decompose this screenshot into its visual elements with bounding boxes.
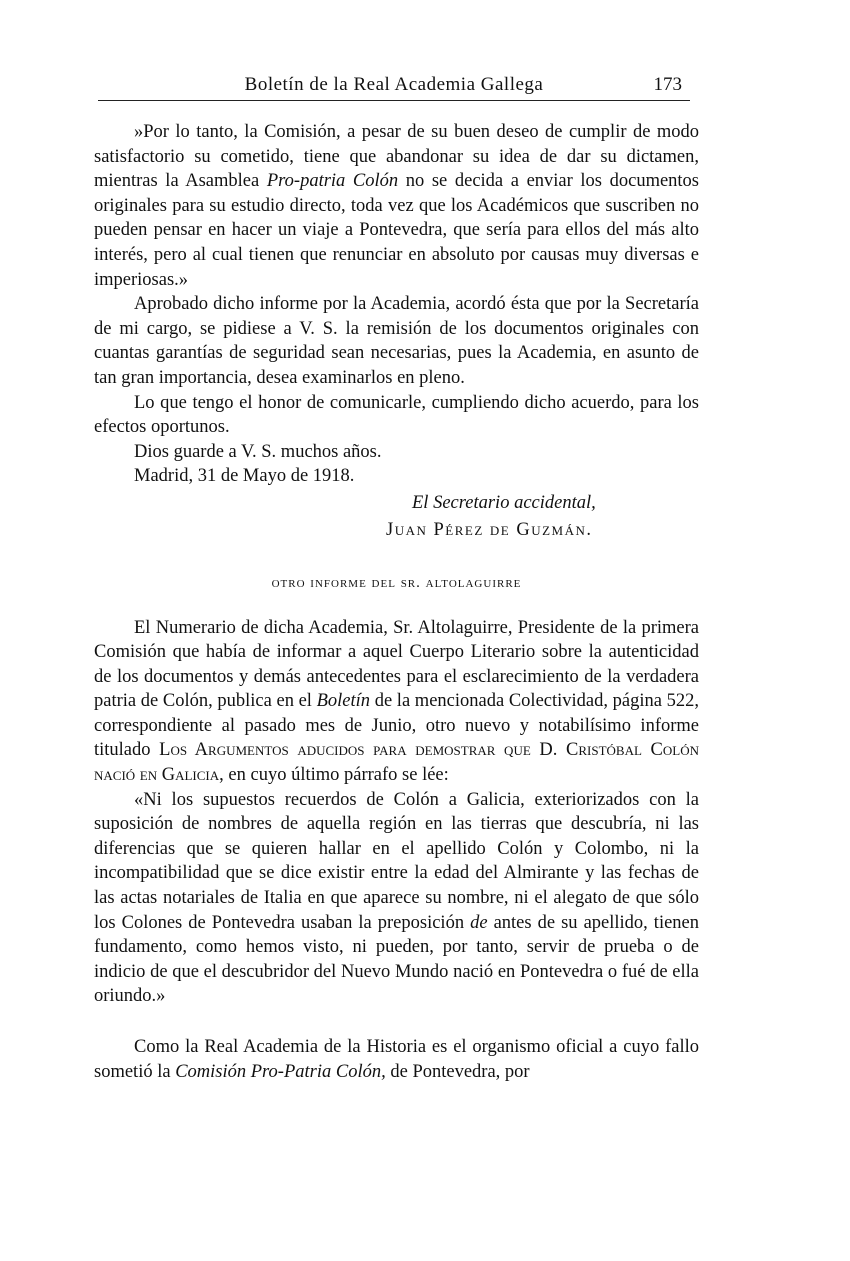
text-run: El Numerario de dicha Academia, Sr. Altolaguirre, Presidente de la primera Comisión que había de informar a aquel Cuerpo Literario sobre la autenticidad de los documentos y demás antecedentes para el esclarecimiento de la verdadera patria de Colón, publica en el [94,617,699,712]
text-run: no se decida a enviar los documentos originales para su estudio directo, toda vez que los Académicos que suscriben no pueden pensar en hacer un viaje a Pontevedra, que sería para ellos del más alto interés, pero al cual tienen que renunciar en absoluto por causas muy diversas e imperiosas.» [94,171,700,290]
text-run-italic: Pro-patria Colón [266,171,399,192]
text-run-italic: de [470,912,488,933]
running-header [98,74,690,101]
text-run: de la mencionada Colectividad, página 522, correspondiente al pasado mes de Junio, otro nuevo y notabilísimo informe titulado [94,691,699,761]
paragraph-approval: Aprobado dicho informe por la Academia, acordó ésta que por la Secretaría de mi cargo, se pidiese a V. S. la remisión de los documentos originales con cuantas garantías de seguridad sean necesarias, pues la Academia, en asunto de tan gran importancia, desea examinarlos en pleno. [94,294,699,388]
text-run: «Ni los supuestos recuerdos de Colón a Galicia, exteriorizados con la suposición de nombres de aquella región en las tierras que descubría, ni las diferencias que se quieren hallar en el apellido Colón y Colombo, ni la incompatibilidad que se dice existir entre la edad del Almirante y las fechas de las actas notariales de Italia en que aparece su nombre, ni el alegato de que sólo los Colones de Pontevedra usaban la preposición [94,789,699,933]
paragraph-altolaguirre [94,616,699,788]
text-run: de Pontevedra, por [385,1061,530,1082]
report-title: Los Argumentos aducidos para demostrar que D. Cristóbal Colón nació en Galicia [94,740,699,786]
text-run: »Por lo tanto, la Comisión, a pesar de su buen deseo de cumplir de modo satisfactorio su cometido, tiene que abandonar su idea de dar su dictamen, mientras la Asamblea [94,122,699,192]
journal-title: Boletín de la Real Academia Gallega [244,74,544,95]
section-heading: otro informe del sr. altolaguirre [271,574,522,591]
paragraph-communication: Lo que tengo el honor de comunicarle, cumpliendo dicho acuerdo, para los efectos oportunos. [94,392,699,438]
date-line: Madrid, 31 de Mayo de 1918. [134,466,355,487]
text-run-italic: Boletín [316,691,371,712]
signature-role: El Secretario accidental, [412,492,596,513]
spacer [94,1009,699,1035]
paragraph-quotation [94,788,699,1009]
text-run: , en cuyo último párrafo se lée: [219,765,449,786]
text-run: antes de su apellido, tienen fundamento, como hemos visto, ni pueden, por tanto, servir de prueba o de indicio de que el descubridor del Nuevo Mundo nació en Pontevedra o fué de ella oriundo.» [94,912,700,1007]
text-run: Como la Real Academia de la Historia es el organismo oficial a cuyo fallo sometió la [94,1037,699,1082]
closing-greeting: Dios guarde a V. S. muchos años. [134,441,382,462]
text-run-italic: Comisión Pro-Patria Colón, [175,1061,386,1082]
paragraph-continuation [94,1035,699,1084]
signature-name: Juan Pérez de Guzmán. [386,519,593,540]
paragraph-quote-end [94,120,699,292]
article-body [94,120,699,1084]
page-number: 173 [653,74,682,95]
